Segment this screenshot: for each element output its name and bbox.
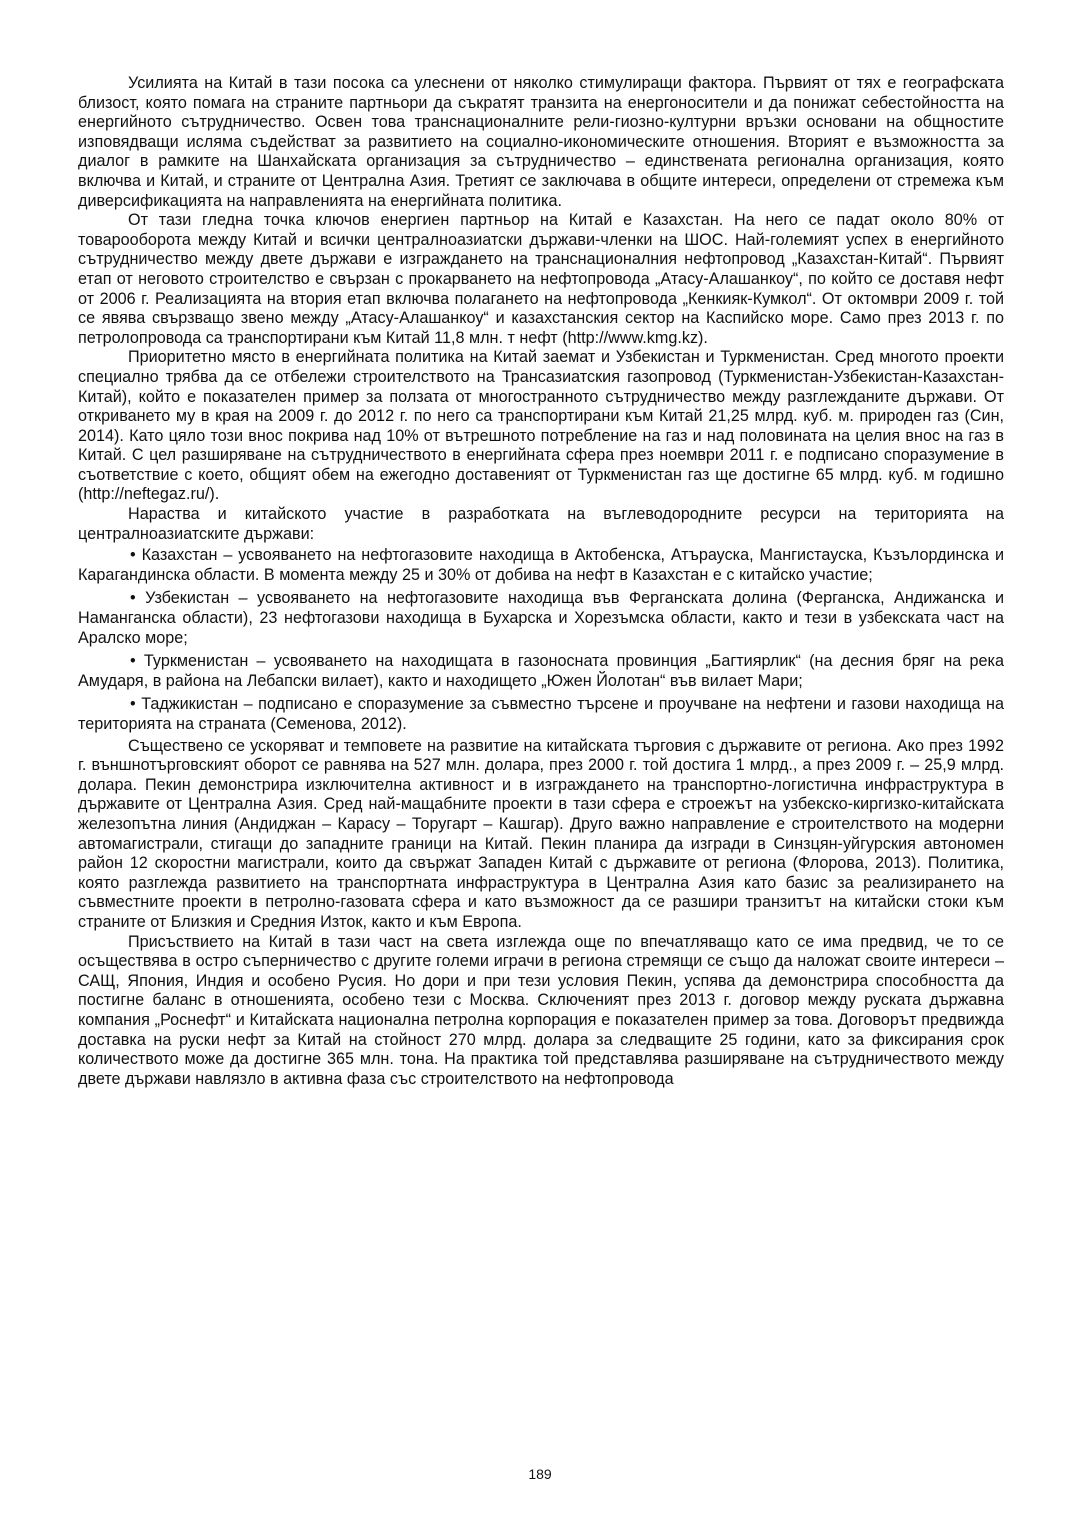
document-body: [78, 74, 1004, 1089]
bullet-kazakhstan: • Казахстан – усвояването на нефтогазовите находища в Актобенска, Атърауска, Мангистауска, Къзълординска и Карагандинска области. В момента между 25 и 30% от добива на нефт в Казахстан е с китайско участие;: [78, 546, 1004, 584]
paragraph-china-presence: Присъствието на Китай в тази част на света изглежда още по впечатляващо като се има предвид, че то се осъществява в остро съперничество с другите големи играчи в региона стремящи се също да наложат своите интереси – САЩ, Япония, Индия и особено Русия. Но дори и при тези условия Пекин, успява да демонстрира способността да постигне баланс в отношенията, особено тези с Москва. Сключеният през 2013 г. договор между руската държавна компания „Роснефт“ и Китайската национална петролна корпорация е показателен пример за това. Договорът предвижда доставка на руски нефт за Китай на стойност 270 млрд. долара за следващите 25 години, като за фиксирания срок количеството може да достигне 365 млн. тона. На практика той представлява разширяване на сътрудничеството между двете държави навлязло в активна фаза със строителството на нефтопровода: [78, 932, 1004, 1088]
page-number: 189: [528, 1466, 552, 1482]
bullet-uzbekistan: • Узбекистан – усвояването на нефтогазовите находища във Ферганската долина (Ферганска, Андижанска и Наманганска области), 23 нефтогазови находища в Бухарска и Хорезъмска области, както и тези в узбекската част на Аралско море;: [78, 589, 1004, 647]
bullet-turkmenistan: • Туркменистан – усвояването на находищата в газоносната провинция „Багтиярлик“ (на десния бряг на река Амударя, в района на Лебапски вилает), както и находището „Южен Йолотан“ във вилает Мари;: [78, 652, 1004, 690]
paragraph-uzbekistan-turkmenistan: Приоритетно място в енергийната политика на Китай заемат и Узбекистан и Туркменистан. Сред многото проекти специално трябва да се отбележи строителството на Трансазиатския газопровод (Туркменистан-Узбекистан-Казахстан-Китай), който е показателен пример за ползата от многостранното сътрудничество между разглежданите държави. От откриването му в края на 2009 г. до 2012 г. по него са транспортирани към Китай 21,25 млрд. куб. м. природен газ (Син, 2014). Като цяло този внос покрива над 10% от вътрешното потребление на газ и над половината на целия внос на газ в Китай. С цел разширяване на сътрудничеството в енергийната сфера през ноември 2011 г. е подписано споразумение в съответствие с което, общият обем на ежегодно доставеният от Туркменистан газ ще достигне 65 млрд. куб. м годишно (http://neftegaz.ru/).: [78, 348, 1004, 504]
paragraph-chinese-participation: Нараства и китайското участие в разработката на въглеводородните ресурси на територията на централноазиатските държави:: [78, 505, 1004, 543]
paragraph-stimulating-factors: Усилията на Китай в тази посока са улеснени от няколко стимулиращи фактора. Първият от тях е географската близост, която помага на страните партньори да съкратят транзита на енергоносители и да понижат себестойността на енергийното сътрудничество. Освен това транснационалните рели-гиозно-културни връзки основани на общностите изповядващи исляма съдействат за развитието на социално-икономическите отношения. Вторият е възможността за диалог в рамките на Шанхайската организация за сътрудничество – единствената регионална организация, която включва и Китай, и страните от Централна Азия. Третият се заключава в общите интереси, определени от стремежа към диверсификацията на направленията на енергийната политика.: [78, 74, 1004, 210]
paragraph-trade-infrastructure: Съществено се ускоряват и темповете на развитие на китайската търговия с държавите от региона. Ако през 1992 г. външнотърговският оборот се равнява на 527 млн. долара, през 2000 г. той достига 1 млрд., а през 2009 г. – 25,9 млрд. долара. Пекин демонстрира изключителна активност и в изграждането на транспортно-логистична инфраструктура в държавите от Централна Азия. Сред най-мащабните проекти в тази сфера е строежът на узбекско-киргизко-китайската железопътна линия (Андиджан – Карасу – Торугарт – Кашгар). Друго важно направление е строителството на модерни автомагистрали, стигащи до западните граници на Китай. Пекин планира да изгради в Синзцян-уйгурския автономен район 12 скоростни магистрали, които да свържат Западен Китай с държавите от региона (Флорова, 2013). Политика, която разглежда развитието на транспортната инфраструктура в Централна Азия като базис за реализирането на съвместните проекти в петролно-газовата сфера и като възможност да се разшири транзитът на китайски стоки към страните от Близкия и Средния Изток, както и към Европа.: [78, 736, 1004, 931]
paragraph-kazakhstan-partner: От тази гледна точка ключов енергиен партньор на Китай е Казахстан. На него се падат около 80% от товарооборота между Китай и всички централноазиатски държави-членки на ШОС. Най-големият успех в енергийното сътрудничество между двете държави е изграждането на транснационалния нефтопровод „Казахстан-Китай“. Първият етап от неговото строителство е свързан с прокарването на нефтопровода „Атасу-Алашанкоу“, по който се доставя нефт от 2006 г. Реализацията на втория етап включва полагането на нефтопровода „Кенкияк-Кумкол“. От октомври 2009 г. той се явява свързващо звено между „Атасу-Алашанкоу“ и казахстанския сектор на Каспийско море. Само през 2013 г. по петролопровода са транспортирани към Китай 11,8 млн. т нефт (http://www.kmg.kz).: [78, 211, 1004, 347]
bullet-tajikistan: • Таджикистан – подписано е споразумение за съвместно търсене и проучване на нефтени и газови находища на територията на страната (Семенова, 2012).: [78, 695, 1004, 733]
